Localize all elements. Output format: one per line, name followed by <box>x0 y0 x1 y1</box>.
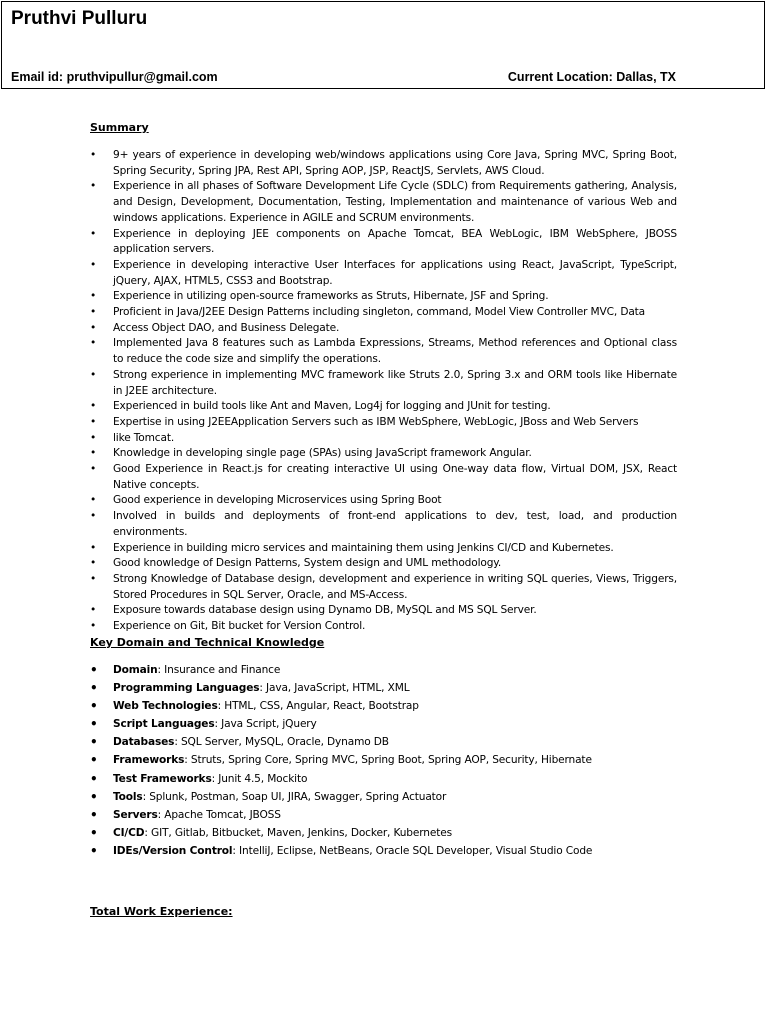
list-item <box>90 806 690 824</box>
skill-value: : GIT, Gitlab, Bitbucket, Maven, Jenkins, Docker, Kubernetes <box>144 826 452 839</box>
skill-label: Domain <box>113 664 158 676</box>
skill-label: Frameworks <box>113 754 185 767</box>
list-item: • Implemented Java 8 features such as Lambda Expressions, Streams, Method references and Optional class to reduce the code size and simplify the operations. <box>90 336 677 367</box>
list-item: • Strong Knowledge of Database design, development and experience in writing SQL queries, Views, Triggers, Stored Procedures in SQL Server, Oracle, and MS-Access. <box>90 572 677 603</box>
skills-list <box>90 661 690 860</box>
list-item <box>90 697 690 715</box>
skill-value: : SQL Server, MySQL, Oracle, Dynamo DB <box>174 736 389 749</box>
list-item: • like Tomcat. <box>90 431 677 447</box>
skill-value: : Apache Tomcat, JBOSS <box>157 808 281 821</box>
summary-heading: Summary <box>90 121 149 134</box>
list-item: • Experience in all phases of Software Development Life Cycle (SDLC) from Requirements gathering, Analysis, and Design, Development, Documentation, Testing, Implementation and maintenance of various Web and windows applications. Experience in AGILE and SCRUM environments. <box>90 179 677 226</box>
list-item: • Experience in developing interactive User Interfaces for applications using React, JavaScript, TypeScript, jQuery, AJAX, HTML5, CSS3 and Bootstrap. <box>90 258 677 289</box>
list-item <box>90 715 690 733</box>
list-item: • Involved in builds and deployments of front-end applications to dev, test, load, and production environments. <box>90 509 677 540</box>
list-item <box>90 679 690 697</box>
list-item <box>90 751 690 769</box>
list-item: • Good knowledge of Design Patterns, System design and UML methodology. <box>90 556 677 572</box>
list-item: • Good Experience in React.js for creating interactive UI using One-way data flow, Virtual DOM, JSX, React Native concepts. <box>90 462 677 493</box>
list-item: • Experience on Git, Bit bucket for Version Control. <box>90 619 677 635</box>
list-item <box>90 661 690 679</box>
list-item: • Knowledge in developing single page (SPAs) using JavaScript framework Angular. <box>90 446 677 462</box>
skill-label: CI/CD <box>113 826 145 839</box>
skill-label: Databases <box>113 736 175 749</box>
experience-heading: Total Work Experience: <box>90 905 233 918</box>
skill-label: Programming Languages <box>113 682 260 695</box>
list-item: • Good experience in developing Microservices using Spring Boot <box>90 493 677 509</box>
skill-value: : Java Script, jQuery <box>214 718 317 731</box>
list-item: • Exposure towards database design using Dynamo DB, MySQL and MS SQL Server. <box>90 603 677 619</box>
skill-value: : HTML, CSS, Angular, React, Bootstrap <box>217 700 419 713</box>
skill-value: : Junit 4.5, Mockito <box>211 772 308 785</box>
skill-value: : Java, JavaScript, HTML, XML <box>259 682 410 695</box>
list-item <box>90 824 690 842</box>
list-item <box>90 842 690 860</box>
skill-label: Web Technologies <box>113 700 218 713</box>
skill-value: : IntelliJ, Eclipse, NetBeans, Oracle SQL Developer, Visual Studio Code <box>232 844 593 857</box>
skill-value: : Struts, Spring Core, Spring MVC, Spring Boot, Spring AOP, Security, Hibernate <box>184 754 592 767</box>
resume-header <box>1 1 765 89</box>
candidate-name: Pruthvi Pulluru <box>11 8 148 29</box>
domain-heading: Key Domain and Technical Knowledge <box>90 636 325 649</box>
list-item: • Experience in deploying JEE components on Apache Tomcat, BEA WebLogic, IBM WebSphere, JBOSS application servers. <box>90 227 677 258</box>
skill-label: Script Languages <box>113 718 215 731</box>
skill-label: Test Frameworks <box>113 772 212 785</box>
email-line: Email id: pruthvipullur@gmail.com <box>11 70 218 84</box>
list-item: • Strong experience in implementing MVC framework like Struts 2.0, Spring 3.x and ORM tools like Hibernate in J2EE architecture. <box>90 368 677 399</box>
list-item <box>90 733 690 751</box>
list-item <box>90 788 690 806</box>
list-item: • Experience in utilizing open-source frameworks as Struts, Hibernate, JSF and Spring. <box>90 289 677 305</box>
skill-value: : Insurance and Finance <box>157 664 281 676</box>
skill-label: Tools <box>113 790 143 803</box>
skill-value: : Splunk, Postman, Soap UI, JIRA, Swagger, Spring Actuator <box>142 790 447 803</box>
list-item: • Access Object DAO, and Business Delegate. <box>90 321 677 337</box>
list-item: • Proficient in Java/J2EE Design Patterns including singleton, command, Model View Controller MVC, Data <box>90 305 677 321</box>
list-item <box>90 770 690 788</box>
location-line: Current Location: Dallas, TX <box>507 70 676 84</box>
skill-label: Servers <box>113 808 158 821</box>
skill-label: IDEs/Version Control <box>113 844 233 857</box>
summary-list <box>90 148 677 635</box>
list-item: • Experience in building micro services and maintaining them using Jenkins CI/CD and Kubernetes. <box>90 541 677 557</box>
list-item: • Expertise in using J2EEApplication Servers such as IBM WebSphere, WebLogic, JBoss and Web Servers <box>90 415 677 431</box>
list-item: • Experienced in build tools like Ant and Maven, Log4j for logging and JUnit for testing. <box>90 399 677 415</box>
list-item: • 9+ years of experience in developing web/windows applications using Core Java, Spring MVC, Spring Boot, Spring Security, Spring JPA, Rest API, Spring AOP, JSP, ReactJS, Servlets, AWS Cloud. <box>90 148 677 179</box>
